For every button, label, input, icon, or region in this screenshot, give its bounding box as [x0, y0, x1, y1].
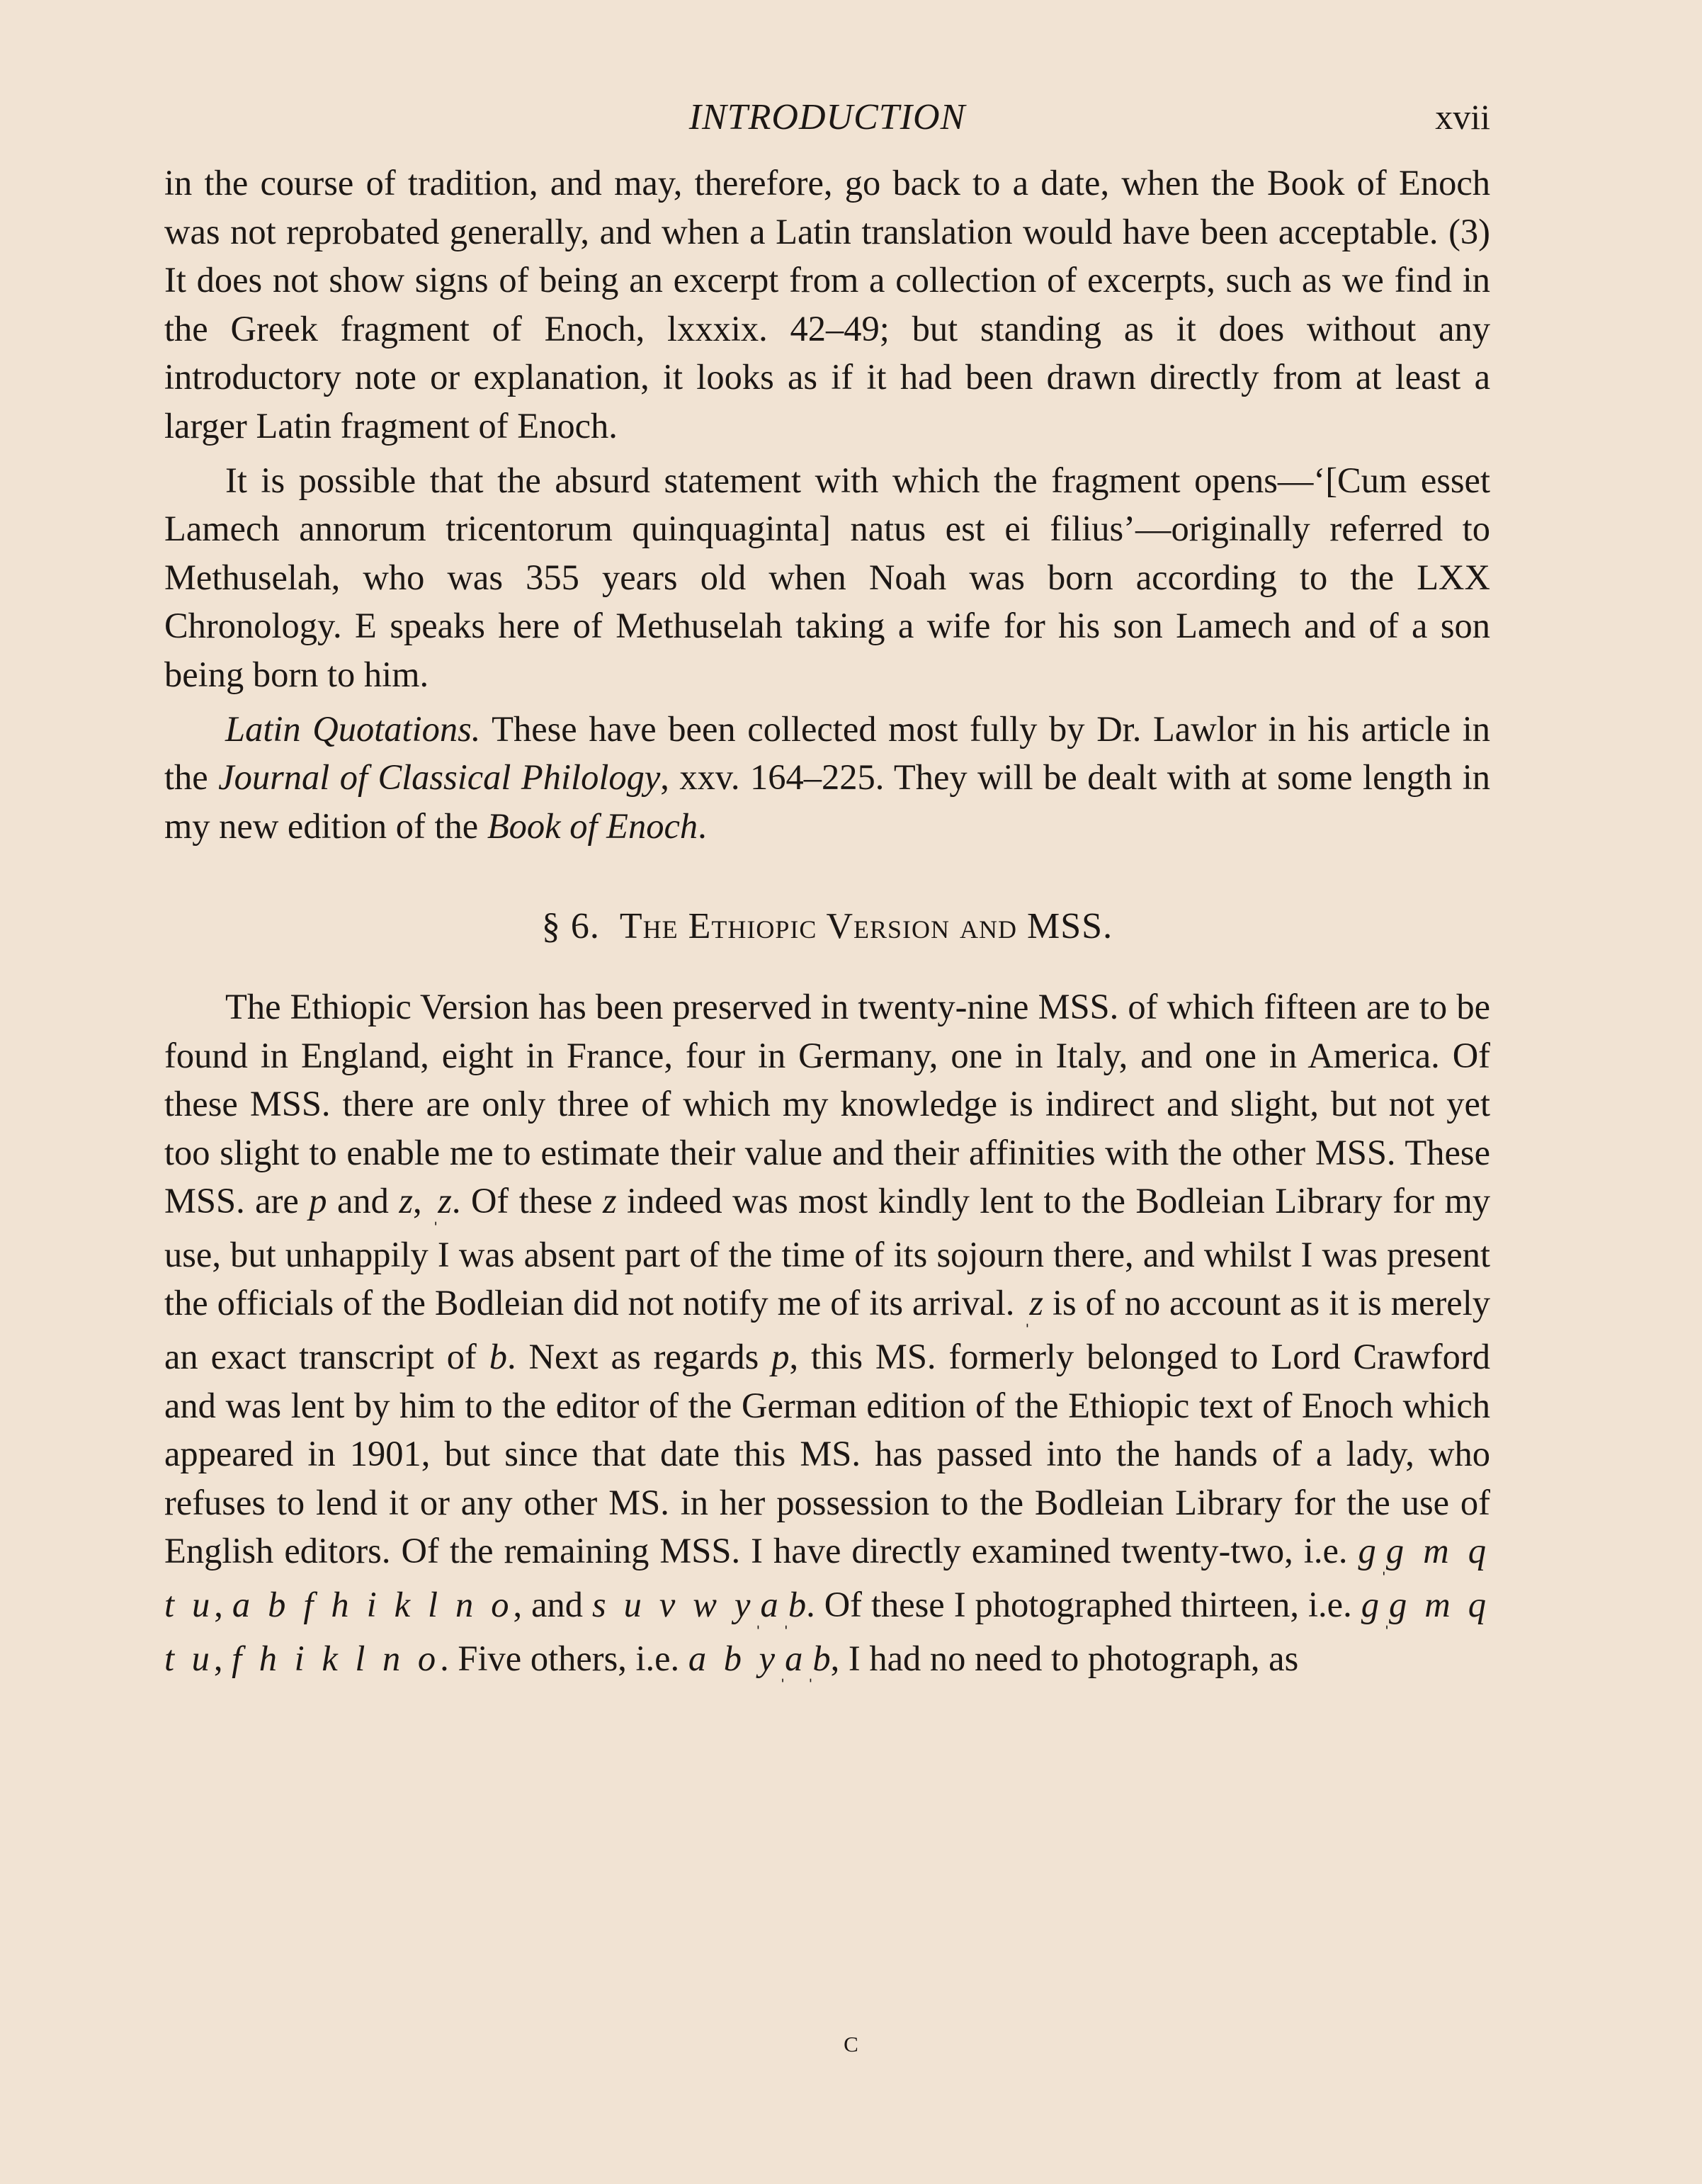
running-head: [164, 91, 1490, 154]
section-title: The Ethiopic Version and MSS.: [619, 906, 1113, 947]
section-symbol: § 6.: [541, 906, 600, 947]
siglum: z: [399, 1181, 414, 1221]
text-run: These have been collected most fully by Dr. Lawlor in his article in the: [164, 708, 1490, 798]
text-run: . Next as regards: [506, 1337, 772, 1377]
siglum: p: [771, 1337, 790, 1377]
text-run: ,: [413, 1181, 433, 1221]
siglum-tick: ˌ: [1023, 1303, 1031, 1328]
latin-quotations-label: Latin Quotations.: [225, 708, 481, 749]
siglum-group: g m q t u: [164, 1585, 1490, 1678]
text-run: . Of these: [451, 1181, 603, 1221]
text-run: , I had no need to photograph, as: [830, 1638, 1299, 1678]
paragraph-latin-quotations: [164, 705, 1490, 851]
siglum-group: s u v w y: [592, 1585, 755, 1625]
siglum-tick: ˌ: [782, 1605, 790, 1629]
siglum: b: [812, 1638, 831, 1678]
siglum: b: [489, 1337, 507, 1377]
book-title: Book of Enoch: [487, 805, 698, 846]
text-run: is of no account as it is merely an exact transcript of: [164, 1283, 1490, 1377]
text-run: , xxv. 164–225. They will be dealt with at some length in my new edition of the: [164, 757, 1491, 846]
text-run: indeed was most kindly lent to the Bodleian Library for my use, but unhappily I was absent part of the time of its sojourn there, and whilst I was present the officials of the Bodleian did not notify me of its arrival.: [164, 1181, 1490, 1323]
text-run: , and: [513, 1585, 593, 1625]
paragraph-lamech: It is possible that the absurd statement with which the fragment opens—‘[Cum esset Lamech annorum tricentorum quinquaginta] natus est ei filius’—originally referred to Methuselah, who was 355 years old when Noah was born according to the LXX Chronology. E speaks here of Methuselah taking a wife for his son Lamech and of a son being born to him.: [164, 460, 1490, 694]
text-run: ,: [213, 1638, 232, 1678]
running-title: INTRODUCTION: [688, 97, 966, 137]
signature-mark: c: [844, 2024, 858, 2059]
siglum: a: [785, 1638, 807, 1678]
page-number: xvii: [1435, 97, 1490, 137]
siglum: b: [788, 1585, 807, 1625]
siglum-tick: ˌ: [1383, 1605, 1391, 1629]
body-text: [164, 159, 1490, 1687]
siglum-group: a b y: [688, 1638, 779, 1678]
siglum: a: [760, 1585, 783, 1625]
siglum-group: g m q t u: [164, 1531, 1490, 1625]
journal-title: Journal of Classical Philology: [218, 757, 661, 798]
text-run: The Ethiopic Version has been preserved in twenty-nine MSS. of which fifteen are to be found in England, eight in France, four in Germany, one in Italy, and one in America. Of these MSS. there are only three of which my knowledge is indirect and slight, but not yet too slight to enable me to estimate their value and their affinities with the other MSS. These MSS. are: [164, 986, 1490, 1221]
siglum: z: [1029, 1283, 1044, 1323]
siglum-tick: ˌ: [754, 1605, 762, 1629]
text-run: and: [327, 1181, 399, 1221]
section-heading: [164, 903, 1490, 951]
siglum-tick: ˌ: [807, 1658, 815, 1683]
text-run: ,: [214, 1585, 232, 1625]
text-run: . Of these I photographed thirteen, i.e.: [806, 1585, 1361, 1625]
siglum-tick: ˌ: [432, 1201, 440, 1226]
text-run: . Five others, i.e.: [440, 1638, 688, 1678]
siglum-group: a b f h i k l n o: [232, 1585, 514, 1625]
siglum-group: g: [1358, 1531, 1380, 1571]
text-run: .: [698, 805, 707, 846]
siglum-tick: ˌ: [1380, 1551, 1388, 1576]
paragraph-ethiopic-mss: [164, 983, 1490, 1687]
siglum: z: [438, 1181, 452, 1221]
paragraph-continuation: in the course of tradition, and may, therefore, go back to a date, when the Book of Enoch was not reprobated generally, and when a Latin translation would have been acceptable. (3) It does not show signs of being an excerpt from a collection of excerpts, such as we find in the Greek fragment of Enoch, lxxxix. 42–49; but standing as it does without any introductory note or explanation, it looks as if it had been drawn directly from at least a larger Latin fragment of Enoch.: [164, 163, 1490, 446]
text-run: , this MS. formerly belonged to Lord Crawford and was lent by him to the editor of the German edition of the Ethiopic text of Enoch which appeared in 1901, but since that date this MS. has passed into the hands of a lady, who refuses to lend it or any other MS. in her possession to the Bodleian Library for the use of English editors. Of the remaining MSS. I have directly examined twenty-two, i.e.: [164, 1337, 1490, 1571]
book-page: [164, 91, 1490, 1687]
siglum: z: [602, 1181, 617, 1221]
siglum-group: g: [1361, 1585, 1383, 1625]
siglum-group: f h i k l n o: [232, 1638, 441, 1678]
siglum-tick: ˌ: [778, 1658, 787, 1683]
siglum: p: [309, 1181, 327, 1221]
